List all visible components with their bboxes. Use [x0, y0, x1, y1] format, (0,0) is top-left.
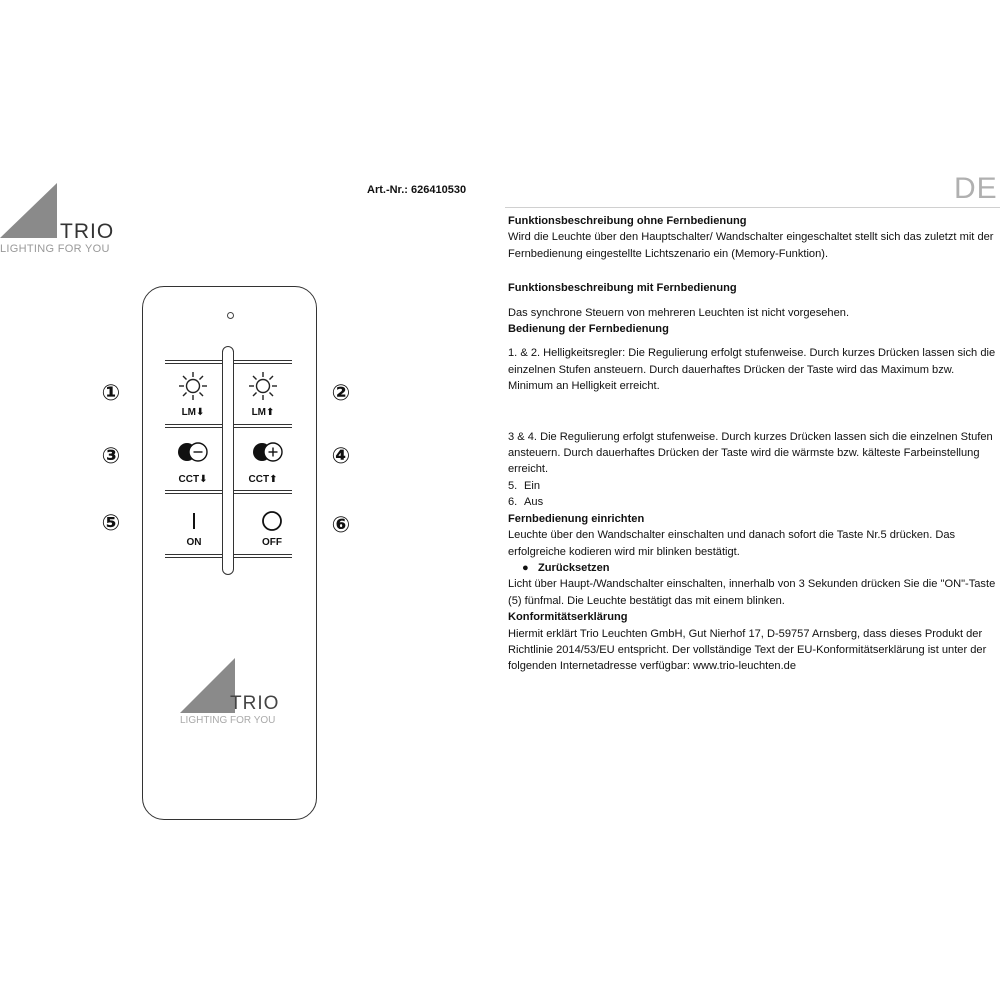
paragraph: 3 & 4. Die Regulierung erfolgt stufenweise. Durch kurzes Drücken lassen sich die einzelnen Stufen ansteuern. Durch dauerhaftes Drücken der Taste wird die wärmste bzw. kälteste Farbeinstellung erreicht. [508, 430, 993, 476]
callout-5: ⑤ [101, 510, 121, 535]
paragraph: Das synchrone Steuern von mehreren Leuchten ist nicht vorgesehen. [508, 306, 850, 319]
callout-6: ⑥ [331, 512, 351, 537]
list-item [508, 478, 998, 494]
lm-down-button: LM⬇ [181, 407, 205, 418]
section-heading: Zurücksetzen [538, 561, 610, 574]
remote-brand-tagline: LIGHTING FOR YOU [180, 715, 276, 726]
paragraph: 1. & 2. Helligkeitsregler: Die Regulierung erfolgt stufenweise. Durch kurzes Drücken lassen sich die einzelnen Stufen ansteuern. Durch dauerhaftes Drücken der Taste wird das Maximum bzw. Minimum an Helligkeit erreicht. [508, 347, 996, 393]
cct-plus-icon [251, 441, 285, 463]
remote-brand-name: TRIO [230, 693, 280, 714]
callout-2: ② [331, 380, 351, 405]
section-heading: Bedienung der Fernbedienung [508, 323, 669, 336]
section-heading: Funktionsbeschreibung ohne Fernbedienung [508, 215, 747, 227]
section-heading: Funktionsbeschreibung mit Fernbedienung [508, 282, 737, 295]
led-indicator-icon [227, 312, 234, 319]
brand-tagline: LIGHTING FOR YOU [0, 243, 110, 255]
bullet-heading [508, 560, 998, 576]
sun-icon [178, 371, 208, 401]
callout-1: ① [101, 380, 121, 405]
header-divider [505, 207, 1000, 208]
article-number: Art.-Nr.: 626410530 [367, 184, 467, 196]
on-bar-icon [190, 511, 198, 531]
cct-up-button: CCT⬆ [248, 474, 278, 485]
cct-down-button: CCT⬇ [178, 474, 208, 485]
callout-3: ③ [101, 443, 121, 468]
instructions-text [508, 213, 998, 675]
list-number: 6. [508, 496, 518, 509]
callout-4: ④ [331, 443, 351, 468]
paragraph: Wird die Leuchte über den Hauptschalter/ Wandschalter eingeschaltet stellt sich das zuletzt mit der Fernbedienung eingestellte Lichtszenario ein (Memory-Funktion). [508, 231, 994, 260]
section-heading: Konformitätserklärung [508, 611, 628, 624]
list-number: 5. [508, 479, 518, 492]
language-code: DE [954, 172, 998, 205]
list-text: Aus [524, 496, 544, 509]
brand-name: TRIO [60, 220, 115, 243]
paragraph: Leuchte über den Wandschalter einschalten und danach sofort die Taste Nr.5 drücken. Das erfolgreiche kodieren wird mir blinken bestätigt. [508, 529, 956, 558]
paragraph: Hiermit erklärt Trio Leuchten GmbH, Gut Nierhof 17, D-59757 Arnsberg, dass dieses Produkt der Richtlinie 2014/53/EU entspricht. Der vollständige Text der EU-Konformitätserklärung ist unter der folgenden Internetadresse verfügbar: www.trio-leuchten.de [508, 627, 987, 673]
section-heading: Fernbedienung einrichten [508, 512, 645, 525]
off-circle-icon [260, 509, 284, 533]
cct-minus-icon [176, 441, 210, 463]
bullet-icon: ● [522, 561, 529, 574]
list-item [508, 494, 998, 510]
sun-icon [248, 371, 278, 401]
off-button: OFF [262, 537, 282, 548]
paragraph: Licht über Haupt-/Wandschalter einschalten, innerhalb von 3 Sekunden drücken Sie die "ON"-Taste (5) fünfmal. Die Leuchte bestätigt das mit einem blinken. [508, 578, 996, 607]
list-text: Ein [524, 479, 541, 492]
lm-up-button: LM⬆ [251, 407, 275, 418]
on-button: ON [186, 537, 202, 548]
